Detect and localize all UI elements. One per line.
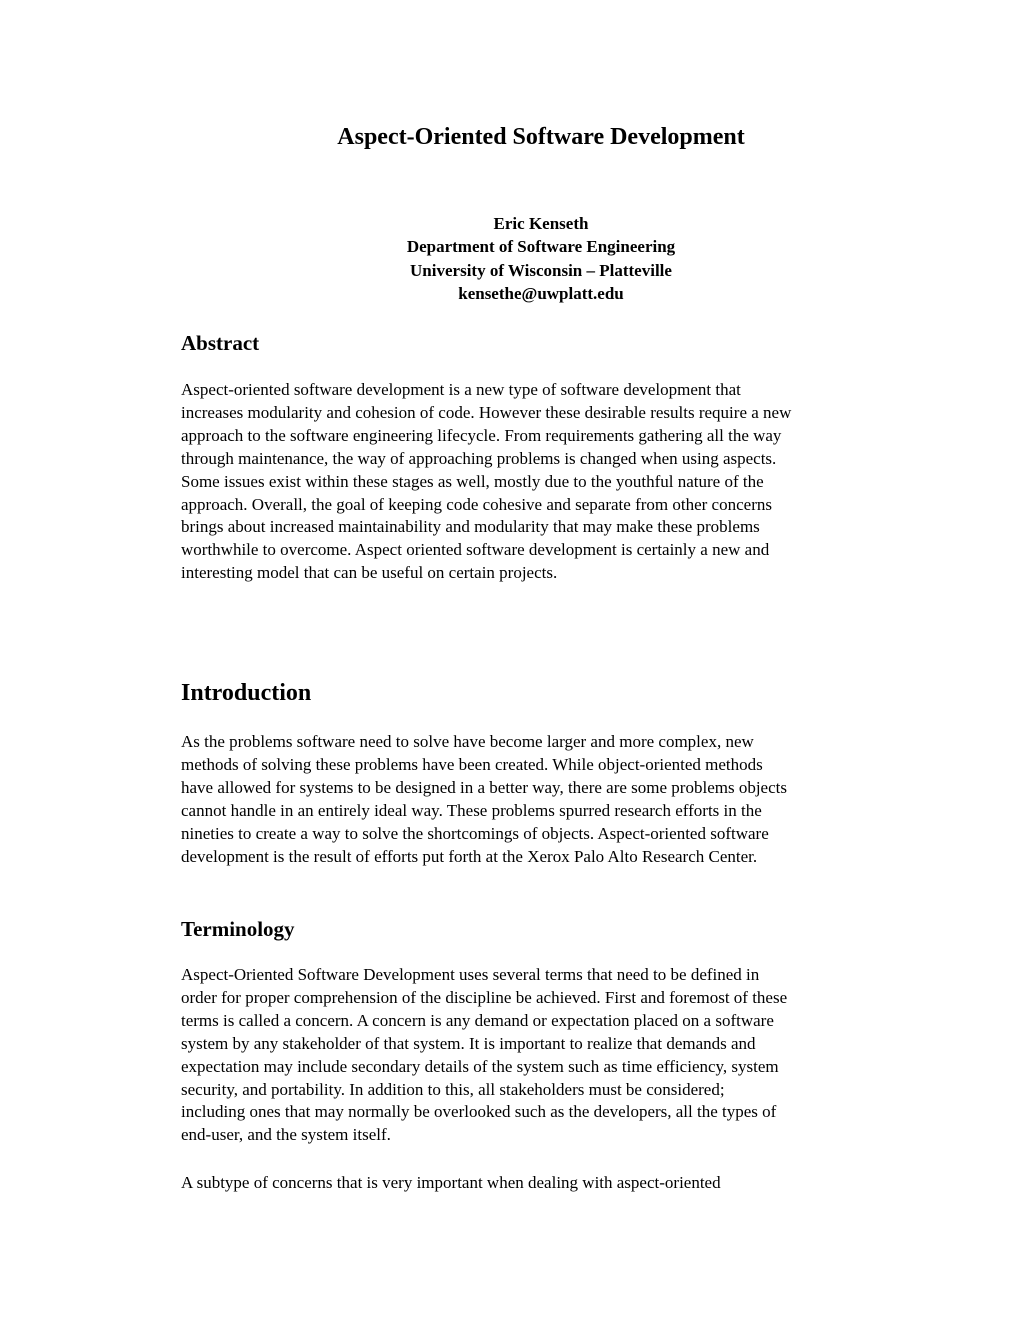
terminology-paragraph-2 [181,1172,911,1195]
text-line: A subtype of concerns that is very important when dealing with aspect-oriented [181,1173,721,1192]
introduction-paragraph [181,731,911,868]
text-line: approach to the software engineering lifecycle. From requirements gathering all the way [181,425,782,445]
text-line: As the problems software need to solve have become larger and more complex, new [181,732,754,751]
paper-title: Aspect-Oriented Software Development [337,124,745,150]
text-line: terms is called a concern. A concern is any demand or expectation placed on a software [181,1010,774,1030]
text-line: Aspect-Oriented Software Development uses several terms that need to be defined in [181,965,760,984]
text-line: approach. Overall, the goal of keeping code cohesive and separate from other concerns [181,494,772,514]
text-line: interesting model that can be useful on certain projects. [181,563,558,583]
text-line: nineties to create a way to solve the shortcomings of objects. Aspect-oriented software [181,823,769,843]
text-line: brings about increased maintainability and modularity that may make these problems [181,517,760,537]
abstract-paragraph [181,379,911,585]
text-line: Aspect-oriented software development is a new type of software development that [181,380,741,399]
author-block [0,212,1020,306]
text-line: have allowed for systems to be designed in a better way, there are some problems objects [181,777,787,797]
author-email: kensethe@uwplatt.edu [458,284,624,304]
text-line: including ones that may normally be overlooked such as the developers, all the types of [181,1102,777,1122]
abstract-heading: Abstract [181,331,260,355]
text-line: cannot handle in an entirely ideal way. These problems spurred research efforts in the [181,800,762,820]
text-line: increases modularity and cohesion of code. However these desirable results require a new [181,402,792,422]
text-line: end-user, and the system itself. [181,1125,391,1145]
terminology-paragraph-1 [181,964,911,1147]
author-department: Department of Software Engineering [406,237,676,257]
text-line: worthwhile to overcome. Aspect oriented software development is certainly a new and [181,540,770,560]
text-line: development is the result of efforts put forth at the Xerox Palo Alto Research Center. [181,846,758,866]
text-line: methods of solving these problems have been created. While object-oriented methods [181,754,763,774]
text-line: order for proper comprehension of the discipline be achieved. First and foremost of these [181,987,788,1007]
author-name: Eric Kenseth [493,214,589,233]
introduction-heading: Introduction [181,680,312,706]
text-line: through maintenance, the way of approaching problems is changed when using aspects. [181,448,777,468]
text-line: Some issues exist within these stages as well, mostly due to the youthful nature of the [181,471,764,491]
text-line: system by any stakeholder of that system. It is important to realize that demands and [181,1033,756,1053]
author-university: University of Wisconsin – Platteville [410,260,672,280]
text-line: expectation may include secondary details of the system such as time efficiency, system [181,1056,779,1076]
terminology-heading: Terminology [181,917,295,941]
text-line: security, and portability. In addition to this, all stakeholders must be considered; [181,1079,725,1099]
